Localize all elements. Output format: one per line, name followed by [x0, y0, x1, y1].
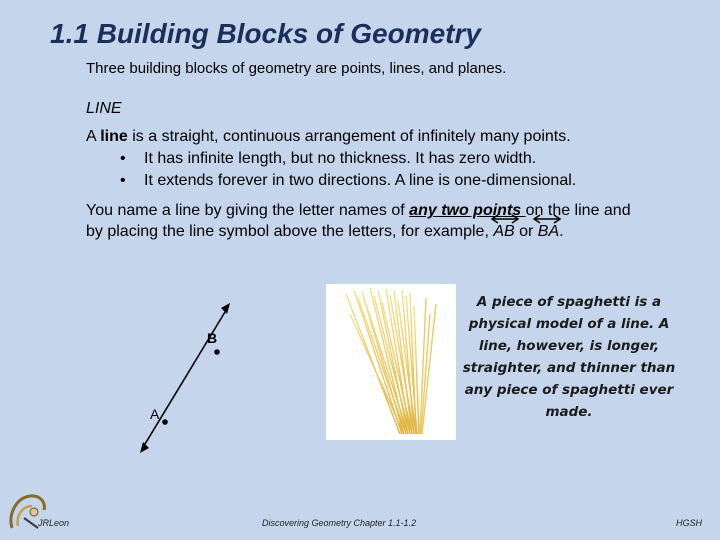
- line-properties-list: [120, 150, 576, 194]
- list-item: • It has infinite length, but no thickness. It has zero width.: [120, 150, 576, 172]
- line-arrow-icon: [490, 214, 520, 224]
- definition-term: line: [100, 128, 128, 145]
- line-diagram: [130, 295, 240, 460]
- line-definition: [86, 128, 571, 146]
- naming-text: on the line and by placing the line symbol above the letters, for example,: [86, 202, 631, 240]
- naming-paragraph: [86, 200, 646, 242]
- page-title: 1.1 Building Blocks of Geometry: [50, 18, 481, 49]
- intro-text: Three building blocks of geometry are points, lines, and planes.: [86, 60, 507, 77]
- spaghetti-caption: A piece of spaghetti is a physical model of a line. A line, however, is longer, straighter, and thinner than any piece of spaghetti ever made.: [462, 294, 676, 420]
- spaghetti-icon: [326, 284, 456, 440]
- definition-suffix: is a straight, continuous arrangement of infinitely many points.: [127, 128, 571, 145]
- arrowhead-bottom: [140, 442, 149, 453]
- naming-emphasis: any two points: [409, 202, 526, 219]
- spaghetti-photo: [326, 284, 456, 440]
- definition-prefix: A: [86, 128, 101, 145]
- naming-text: You name a line by giving the letter names of: [86, 202, 410, 219]
- footer-title: Discovering Geometry Chapter 1.1-1.2: [262, 518, 417, 528]
- naming-text: .: [559, 223, 564, 240]
- point-b: [214, 349, 220, 355]
- footer-author: JRLeon: [38, 518, 70, 528]
- footer-right: HGSH: [676, 518, 703, 528]
- line-symbol-ab: [493, 221, 514, 242]
- line-symbol-ba: [538, 221, 559, 242]
- arrowhead-top: [221, 303, 230, 314]
- section-heading: LINE: [86, 100, 122, 117]
- point-a-label: A: [150, 406, 160, 422]
- line-ab: [142, 307, 228, 449]
- example-ab: AB: [493, 223, 515, 240]
- example-ba: BA: [537, 223, 560, 240]
- point-b-label: B: [207, 330, 218, 346]
- line-arrow-icon: [532, 214, 562, 224]
- list-item: • It extends forever in two directions. A line is one-dimensional.: [120, 172, 576, 194]
- naming-text: or: [514, 223, 538, 240]
- point-a: [162, 419, 168, 425]
